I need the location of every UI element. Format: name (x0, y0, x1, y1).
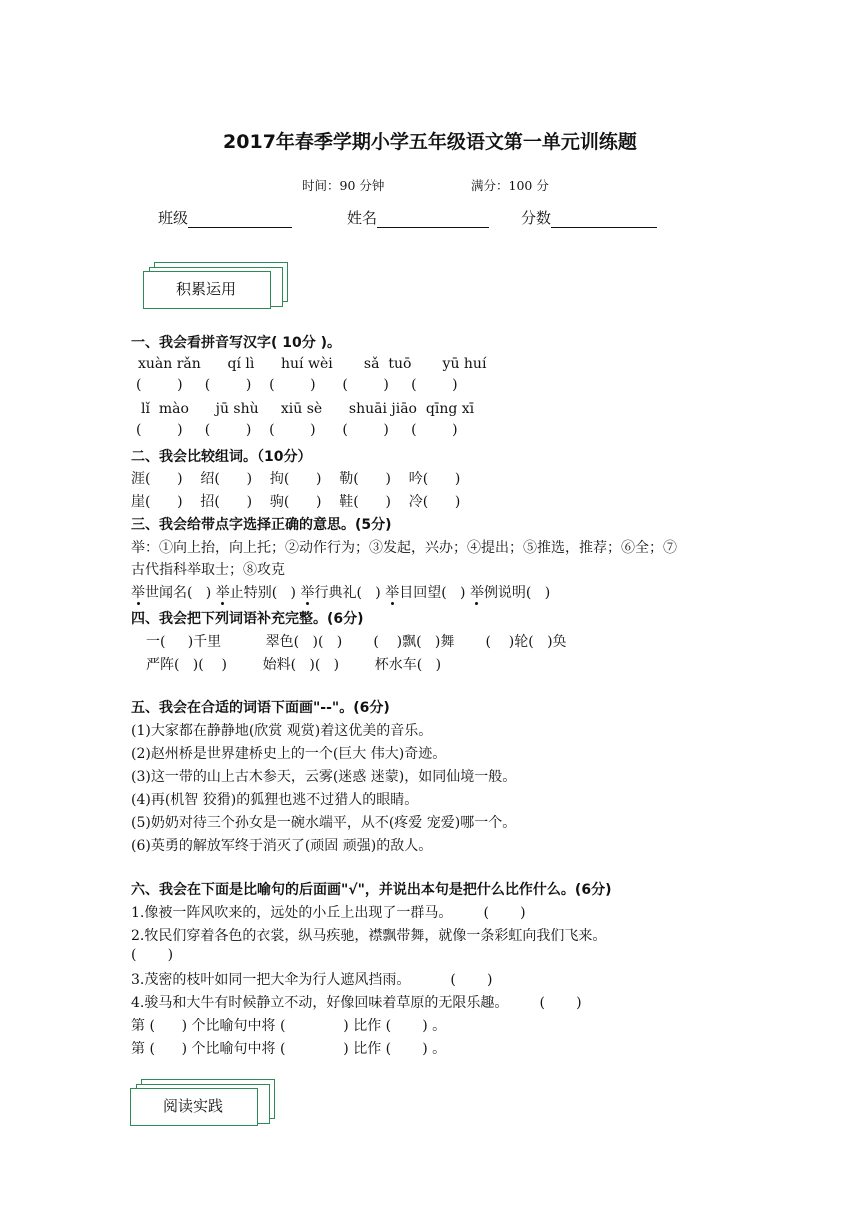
q2-row1[interactable]: 涯( ) 绍( ) 拘( ) 勒( ) 吟( ) (131, 471, 461, 487)
dotted-char: 举 (385, 585, 400, 601)
section-badge-reading (127, 1075, 277, 1125)
q4-heading: 四、我会把下列词语补充完整。(6分) (131, 611, 364, 627)
q2-heading: 二、我会比较组词。（10分） (131, 449, 312, 465)
q4-row2[interactable]: 严阵( )( ) 始料( )( ) 杯水车( ) (146, 657, 442, 673)
q6-answer-line[interactable]: 第 ( ) 个比喻句中将 ( ) 比作 ( ) 。 (131, 1018, 447, 1034)
score-blank[interactable] (551, 212, 657, 228)
q5-line[interactable]: (3)这一带的山上古木参天，云雾(迷惑 迷蒙)，如同仙境一般。 (131, 769, 517, 785)
q5-line[interactable]: (5)奶奶对待三个孙女是一碗水端平，从不(疼爱 宠爱)哪一个。 (131, 815, 517, 831)
q6-line[interactable]: 1.像被一阵风吹来的，远处的小丘上出现了一群马。 ( ) (131, 905, 526, 921)
badge-label: 阅读实践 (162, 1097, 223, 1115)
q5-line[interactable]: (4)再(机智 狡猾)的狐狸也逃不过猎人的眼睛。 (131, 792, 419, 808)
class-label: 班级 (158, 209, 189, 227)
q1-answer-row1[interactable]: ( ) ( ) ( ) ( ) ( ) (136, 377, 458, 393)
q6-line[interactable]: 3.茂密的枝叶如同一把大伞为行人遮风挡雨。 ( ) (131, 972, 493, 988)
dotted-char: 举 (469, 585, 484, 601)
q1-heading: 一、我会看拼音写汉字( 10分 )。 (131, 335, 342, 351)
q5-line[interactable]: (2)赵州桥是世界建桥史上的一个(巨大 伟大)奇迹。 (131, 746, 447, 762)
q6-line[interactable]: 4.骏马和大牛有时候静立不动，好像回味着草原的无限乐趣。 ( ) (131, 995, 582, 1011)
q3-items[interactable] (131, 582, 550, 602)
score-field[interactable] (521, 207, 657, 228)
page-title: 2017年春季学期小学五年级语文第一单元训练题 (223, 131, 637, 153)
q2-row2[interactable]: 崖( ) 招( ) 驹( ) 鞋( ) 冷( ) (131, 494, 461, 510)
q3-heading: 三、我会给带点字选择正确的意思。(5分) (131, 517, 392, 533)
time-label: 时间：90 分钟 (302, 178, 385, 193)
q1-pinyin-row1: xuàn rǎn qí lì huí wèi sǎ tuō yū huí (138, 356, 487, 372)
name-field[interactable] (347, 207, 489, 228)
dotted-char: 举 (131, 585, 145, 601)
q3-definitions-line1: 举：①向上抬，向上托；②动作行为；③发起，兴办；④提出；⑤推选，推荐；⑥全；⑦ (131, 540, 677, 556)
q6-line: 2.牧民们穿着各色的衣裳，纵马疾驰，襟飘带舞，就像一条彩虹向我们飞来。 (131, 928, 607, 944)
q1-pinyin-row2: lǐ mào jū shù xiū sè shuāi jiāo qīng xī (141, 401, 475, 417)
q5-line[interactable]: (1)大家都在静静地(欣赏 观赏)着这优美的音乐。 (131, 723, 433, 739)
q6-line[interactable]: ( ) (131, 947, 174, 963)
q3-item[interactable]: 行典礼( ) (314, 585, 381, 601)
q3-item[interactable]: 目回望( ) (399, 585, 466, 601)
badge-label: 积累运用 (175, 280, 236, 298)
score-label: 分数 (521, 209, 552, 227)
q3-item[interactable]: 世闻名( ) (145, 585, 212, 601)
dotted-char: 举 (300, 585, 315, 601)
q5-heading: 五、我会在合适的词语下面画"--"。(6分) (131, 700, 390, 716)
q1-answer-row2[interactable]: ( ) ( ) ( ) ( ) ( ) (136, 422, 458, 438)
q4-row1[interactable]: 一( )千里 翠色( )( ) ( )飘( )舞 ( )轮( )奂 (146, 634, 567, 650)
name-blank[interactable] (377, 212, 489, 228)
class-field[interactable] (158, 207, 292, 228)
dotted-char: 举 (215, 585, 230, 601)
section-badge-accumulation (140, 258, 290, 308)
q5-line[interactable]: (6)英勇的解放军终于消灭了(顽固 顽强)的敌人。 (131, 838, 433, 854)
q6-answer-line[interactable]: 第 ( ) 个比喻句中将 ( ) 比作 ( ) 。 (131, 1041, 447, 1057)
class-blank[interactable] (188, 212, 292, 228)
q6-heading: 六、我会在下面是比喻句的后面画"√"，并说出本句是把什么比作什么。(6分) (131, 882, 612, 898)
q3-definitions-line2: 古代指科举取士；⑧攻克 (131, 562, 285, 578)
q3-item[interactable]: 例说明( ) (483, 585, 551, 601)
total-score-label: 满分：100 分 (471, 178, 549, 193)
q3-item[interactable]: 止特别( ) (229, 585, 297, 601)
name-label: 姓名 (347, 209, 378, 227)
